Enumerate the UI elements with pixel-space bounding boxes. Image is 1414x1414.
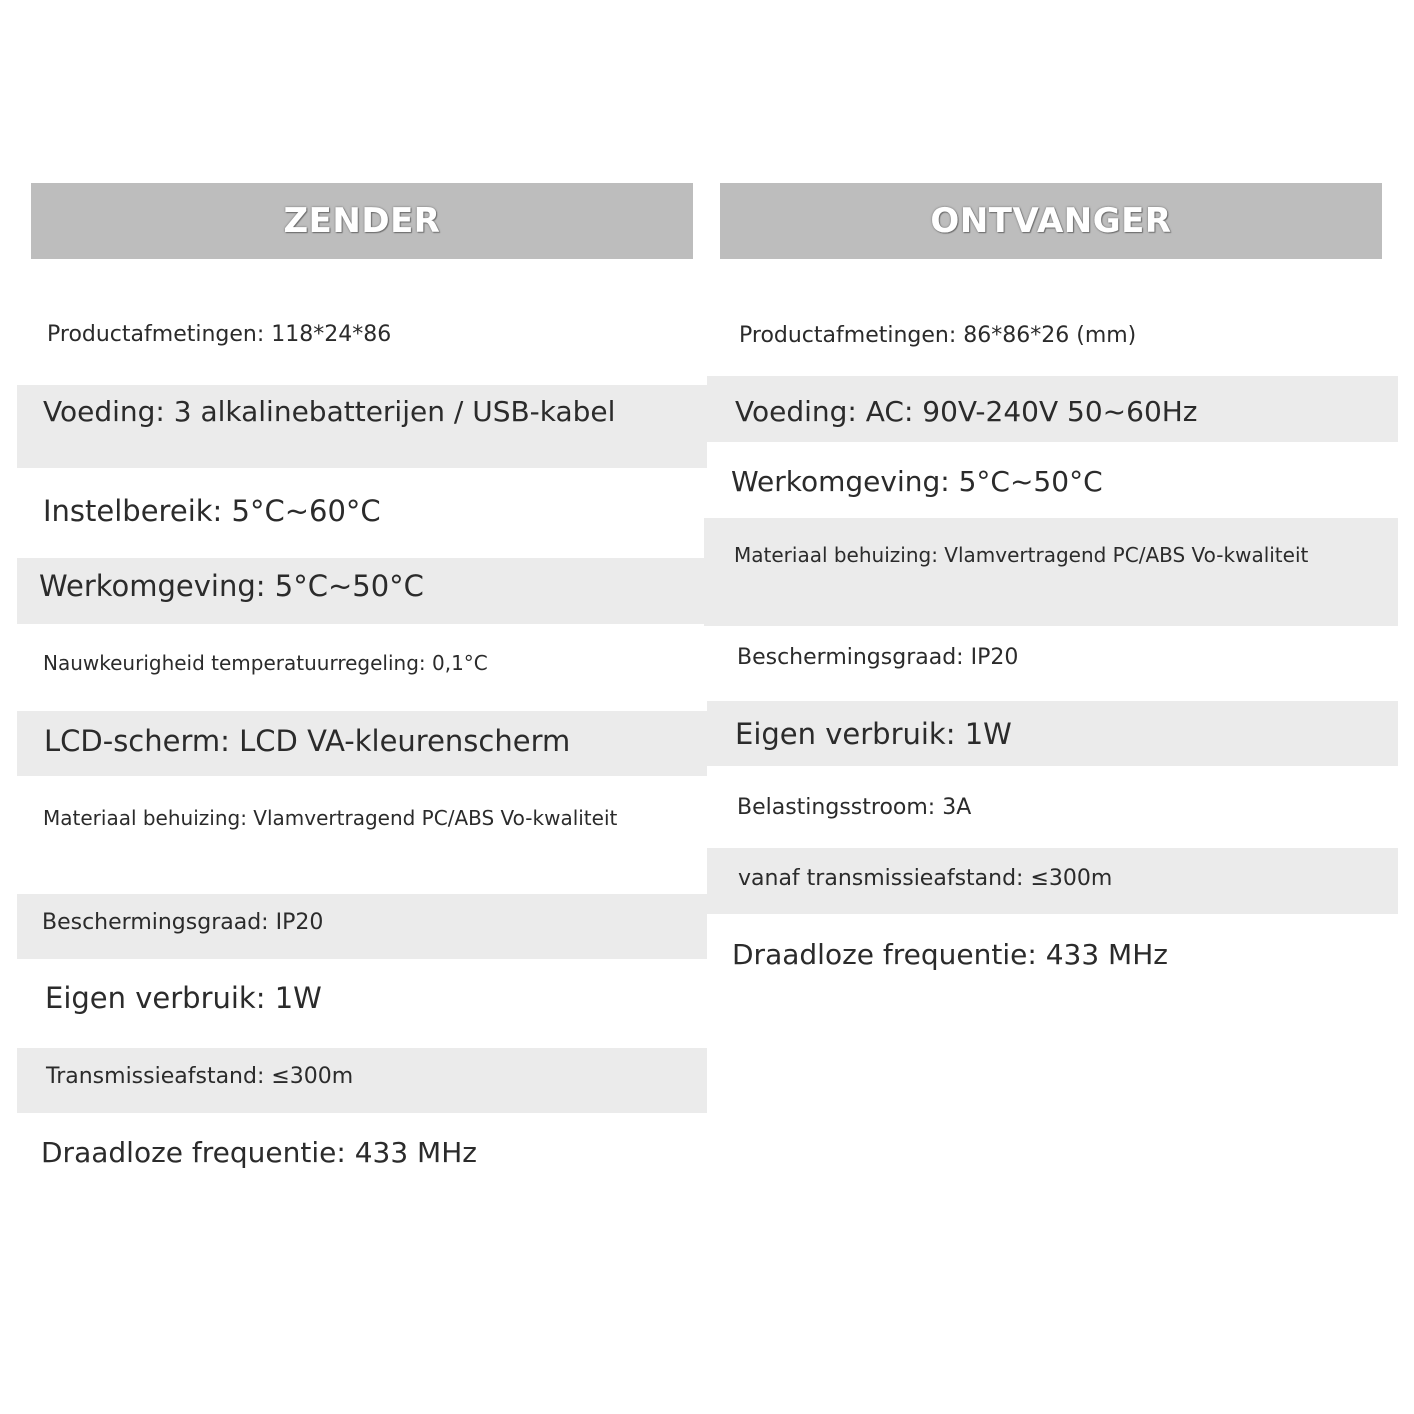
- ontvanger-spec-voeding: Voeding: AC: 90V-240V 50~60Hz: [735, 395, 1198, 428]
- ontvanger-header: ONTVANGER: [720, 183, 1382, 259]
- ontvanger-spec-belasting: Belastingsstroom: 3A: [737, 795, 972, 820]
- ontvanger-spec-werkomgeving: Werkomgeving: 5°C~50°C: [731, 465, 1103, 498]
- zender-spec-verbruik: Eigen verbruik: 1W: [45, 981, 322, 1015]
- zender-spec-frequentie: Draadloze frequentie: 433 MHz: [41, 1136, 477, 1169]
- zender-spec-instelbereik: Instelbereik: 5°C~60°C: [43, 494, 381, 528]
- ontvanger-spec-materiaal: Materiaal behuizing: Vlamvertragend PC/ABS Vo-kwaliteit: [734, 543, 1309, 567]
- zender-spec-bescherming: Beschermingsgraad: IP20: [42, 910, 324, 935]
- zender-spec-voeding: Voeding: 3 alkalinebatterijen / USB-kabel: [43, 395, 616, 428]
- ontvanger-spec-afmetingen: Productafmetingen: 86*86*26 (mm): [739, 323, 1137, 348]
- zender-header: ZENDER: [31, 183, 693, 259]
- zender-spec-werkomgeving: Werkomgeving: 5°C~50°C: [39, 569, 424, 603]
- zender-spec-transmissie: Transmissieafstand: ≤300m: [46, 1064, 354, 1089]
- zender-spec-afmetingen: Productafmetingen: 118*24*86: [47, 322, 392, 347]
- ontvanger-spec-verbruik: Eigen verbruik: 1W: [735, 717, 1012, 751]
- zender-spec-materiaal: Materiaal behuizing: Vlamvertragend PC/ABS Vo-kwaliteit: [43, 806, 618, 830]
- ontvanger-spec-frequentie: Draadloze frequentie: 433 MHz: [732, 938, 1168, 971]
- zender-spec-lcd: LCD-scherm: LCD VA-kleurenscherm: [44, 724, 571, 758]
- ontvanger-spec-transmissie: vanaf transmissieafstand: ≤300m: [738, 866, 1113, 891]
- zender-spec-nauwkeurigheid: Nauwkeurigheid temperatuurregeling: 0,1°C: [43, 651, 488, 675]
- ontvanger-band: [704, 518, 1398, 626]
- ontvanger-spec-bescherming: Beschermingsgraad: IP20: [737, 645, 1019, 670]
